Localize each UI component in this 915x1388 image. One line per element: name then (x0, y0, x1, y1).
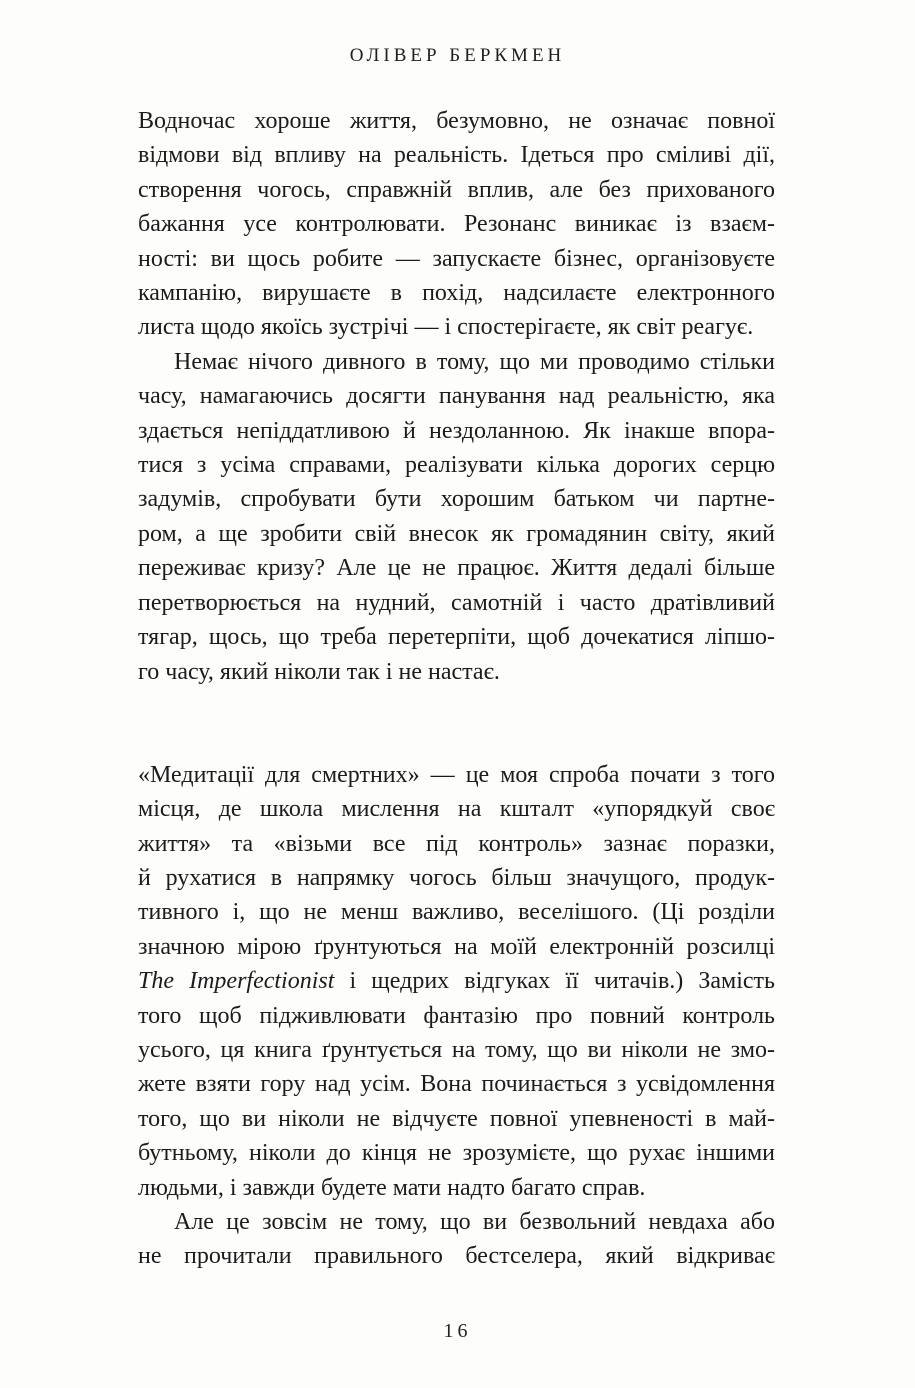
text-line: тися з усіма справами, реалізувати кілька дорогих серцю (138, 452, 775, 479)
text-line: задумів, спробувати бути хорошим батьком чи партне- (138, 486, 775, 513)
text-line: тивного і, що не менш важливо, веселішого. (Ці розділи (138, 899, 775, 926)
text-line: переживає кризу? Але це не працює. Життя дедалі більше (138, 555, 775, 582)
paragraph (138, 104, 775, 345)
text-line: жете взяти гору над усім. Вона починається з усвідомлення (138, 1071, 775, 1098)
text-line: створення чогось, справжній вплив, але без прихованого (138, 176, 775, 203)
running-header: ОЛІВЕР БЕРКМЕН (349, 45, 566, 66)
text-line: не прочитали правильного бестселера, який відкриває (138, 1243, 775, 1270)
text-segment: і щедрих відгуках її читачів.) Замість (349, 968, 775, 995)
text-line: того, що ви ніколи не відчуєте повної упевненості в май- (138, 1105, 775, 1132)
text-line: часу, намагаючись досягти панування над реальністю, яка (138, 383, 775, 410)
text-line: го часу, який ніколи так і не настає. (138, 658, 500, 685)
text-line: листа щодо якоїсь зустрічі — і спостерігаєте, як світ реагує. (138, 314, 754, 341)
text-line: бутньому, ніколи до кінця не зрозумієте, що рухає іншими (138, 1140, 775, 1167)
text-line: Водночас хороше життя, безумовно, не означає повної (138, 108, 775, 134)
text-line: тягар, щось, що треба перетерпіти, щоб дочекатися ліпшо- (138, 624, 775, 651)
paragraph (138, 1205, 775, 1274)
text-line: перетворюється на нудний, самотній і часто дратівливий (138, 589, 775, 616)
text-line: людьми, і завжди будете мати надто багато справ. (138, 1174, 646, 1201)
text-line: Немає нічого дивного в тому, що ми проводимо стільки (174, 348, 775, 375)
text-line: відмови від впливу на реальність. Ідеться про сміливі дії, (138, 142, 775, 169)
text-line: «Медитації для смертних» — це моя спроба почати з того (138, 761, 775, 788)
paragraph (138, 758, 775, 1205)
text-line: кампанію, вирушаєте в похід, надсилаєте електронного (138, 280, 775, 307)
text-line: того щоб підживлювати фантазію про повний контроль (138, 1002, 775, 1029)
text-block (138, 104, 775, 1274)
paragraph (138, 345, 775, 689)
text-line: ром, а ще зробити свій внесок як громадянин світу, який (138, 520, 775, 547)
text-line: ності: ви щось робите — запускаєте бізнес, організовуєте (138, 245, 775, 272)
text-line: Але це зовсім не тому, що ви безвольний невдаха або (174, 1208, 775, 1235)
text-line: усього, ця книга ґрунтується на тому, що ви ніколи не змо- (138, 1036, 775, 1063)
text-line: значною мірою ґрунтуються на моїй електронній розсилці (138, 933, 775, 960)
text-line: життя» та «візьми все під контроль» зазнає поразки, (138, 830, 775, 857)
page-number: 16 (443, 1320, 472, 1342)
newsletter-title-italic: The Imperfectionist (138, 968, 335, 995)
text-line-with-italic (138, 964, 775, 998)
text-line: здається непіддатливою й нездоланною. Як інакше впора- (138, 417, 775, 444)
text-line: й рухатися в напрямку чогось більш значущого, продук- (138, 864, 775, 891)
text-line: місця, де школа мислення на кшталт «упорядкуй своє (138, 796, 775, 823)
text-line: бажання усе контролювати. Резонанс виникає із взаєм- (138, 211, 775, 238)
section-break (138, 689, 775, 758)
